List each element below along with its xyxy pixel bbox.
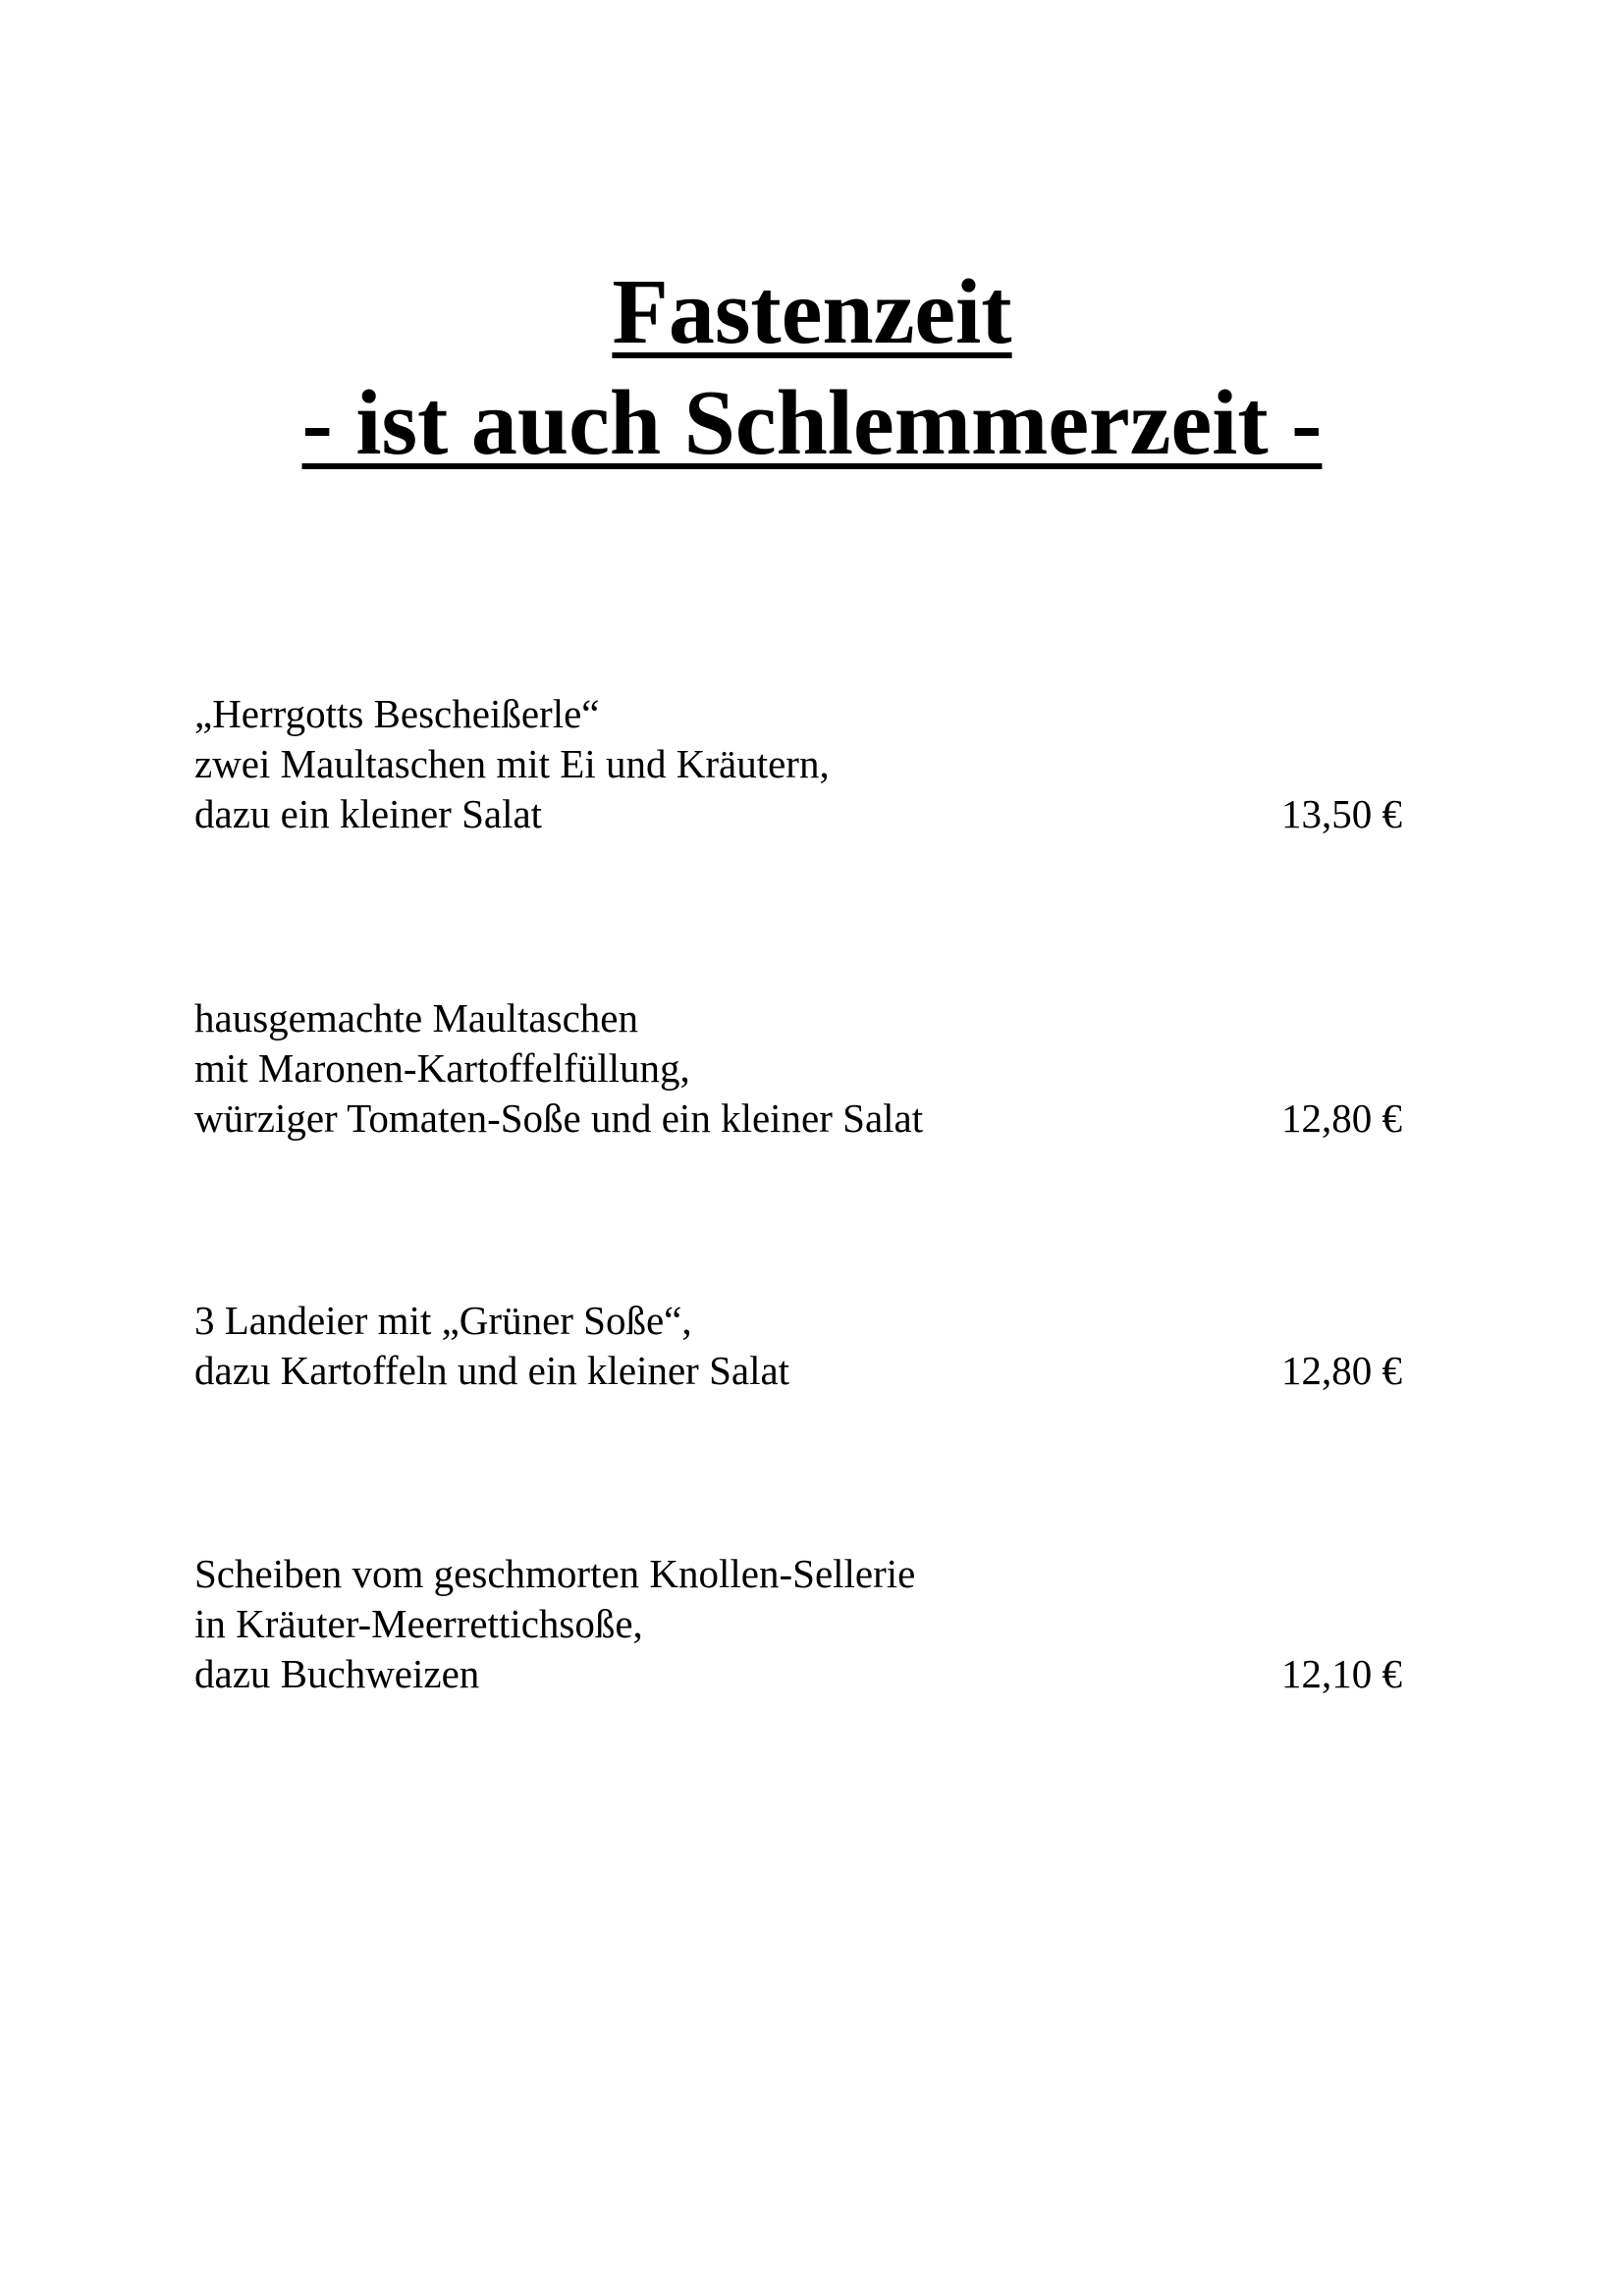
dish-price: 12,80 € [1281, 1348, 1402, 1393]
dish-price: 13,50 € [1281, 791, 1402, 836]
title-line-2 [0, 368, 1624, 479]
title-main: Fastenzeit [612, 261, 1012, 363]
menu-item [194, 1549, 1402, 1699]
dish-name: Scheiben vom geschmorten Knollen-Sellerie [194, 1551, 916, 1596]
menu-item [194, 689, 1402, 839]
dish-name: „Herrgotts Bescheißerle“ [194, 691, 600, 736]
dish-description: dazu Buchweizen [194, 1651, 480, 1696]
dish-description: würziger Tomaten-Soße und ein kleiner Salat [194, 1095, 924, 1141]
dish-description: dazu Kartoffeln und ein kleiner Salat [194, 1348, 790, 1393]
dish-description: zwei Maultaschen mit Ei und Kräutern, [194, 741, 830, 786]
dish-name: 3 Landeier mit „Grüner Soße“, [194, 1298, 692, 1343]
dish-description: mit Maronen-Kartoffelfüllung, [194, 1045, 690, 1091]
dish-price: 12,10 € [1281, 1651, 1402, 1696]
title-line-1 [0, 257, 1624, 368]
dish-description: in Kräuter-Meerrettichsoße, [194, 1601, 643, 1646]
dish-price: 12,80 € [1281, 1095, 1402, 1141]
menu-item [194, 1296, 1402, 1396]
page-title [0, 257, 1624, 479]
title-subtitle: - ist auch Schlemmerzeit - [301, 372, 1323, 474]
dish-description: dazu ein kleiner Salat [194, 791, 543, 836]
menu-item [194, 993, 1402, 1144]
dish-name: hausgemachte Maultaschen [194, 995, 638, 1041]
